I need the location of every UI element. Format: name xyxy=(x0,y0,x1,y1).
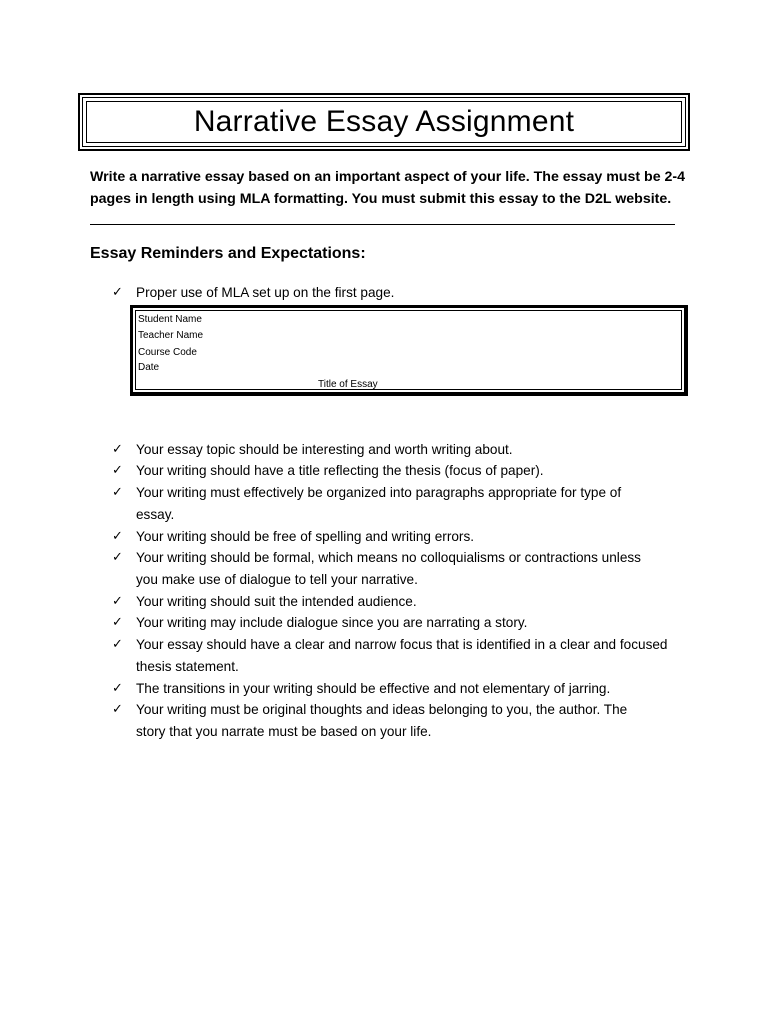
check-icon: ✓ xyxy=(112,441,123,456)
check-icon: ✓ xyxy=(112,528,123,543)
list-item-text: Your writing may include dialogue since you are narrating a story. xyxy=(136,615,528,630)
first-item-text: Proper use of MLA set up on the first page. xyxy=(136,285,395,300)
intro-line-1: Write a narrative essay based on an important aspect of your life. The essay must be 2-4 xyxy=(90,169,686,185)
page-title: Narrative Essay Assignment xyxy=(193,105,575,138)
check-icon: ✓ xyxy=(112,614,123,629)
check-icon: ✓ xyxy=(112,284,123,299)
check-icon: ✓ xyxy=(112,549,123,564)
check-icon: ✓ xyxy=(112,593,123,608)
mla-date: Date xyxy=(138,362,160,373)
mla-course-code: Course Code xyxy=(138,347,197,358)
mla-essay-title: Title of Essay xyxy=(318,379,378,390)
list-item-text: Your essay topic should be interesting and worth writing about. xyxy=(136,442,513,457)
list-item-text: Your writing should be formal, which means no colloquialisms or contractions unless xyxy=(136,550,641,565)
intro-paragraph xyxy=(90,166,690,210)
list-item-text-continued: story that you narrate must be based on your life. xyxy=(136,724,432,739)
list-item-text-continued: you make use of dialogue to tell your narrative. xyxy=(136,572,418,587)
list-item-text: Your writing should have a title reflecting the thesis (focus of paper). xyxy=(136,463,544,478)
list-item-text: Your writing should suit the intended audience. xyxy=(136,594,417,609)
list-item-text: Your essay should have a clear and narrow focus that is identified in a clear and focused xyxy=(136,637,668,652)
mla-teacher-name: Teacher Name xyxy=(138,330,204,341)
list-item-text-continued: essay. xyxy=(136,507,175,522)
check-icon: ✓ xyxy=(112,680,123,695)
title-box xyxy=(79,94,689,150)
check-icon: ✓ xyxy=(112,701,123,716)
list-item-text: Your writing must be original thoughts and ideas belonging to you, the author. The xyxy=(136,702,628,717)
check-icon: ✓ xyxy=(112,484,123,499)
list-item-text: Your writing should be free of spelling and writing errors. xyxy=(136,529,475,544)
mla-example-inner-border xyxy=(135,310,682,390)
mla-example-box xyxy=(130,305,688,396)
check-icon: ✓ xyxy=(112,636,123,651)
intro-underline-rule xyxy=(90,224,675,225)
section-heading: Essay Reminders and Expectations: xyxy=(90,245,366,262)
list-item-text: The transitions in your writing should be effective and not elementary of jarring. xyxy=(136,681,611,696)
mla-student-name: Student Name xyxy=(138,314,202,325)
check-icon: ✓ xyxy=(112,462,123,477)
intro-line-2: pages in length using MLA formatting. You must submit this essay to the D2L website. xyxy=(90,191,672,207)
list-item-text-continued: thesis statement. xyxy=(136,659,239,674)
list-item-text: Your writing must effectively be organized into paragraphs appropriate for type of xyxy=(136,485,622,500)
